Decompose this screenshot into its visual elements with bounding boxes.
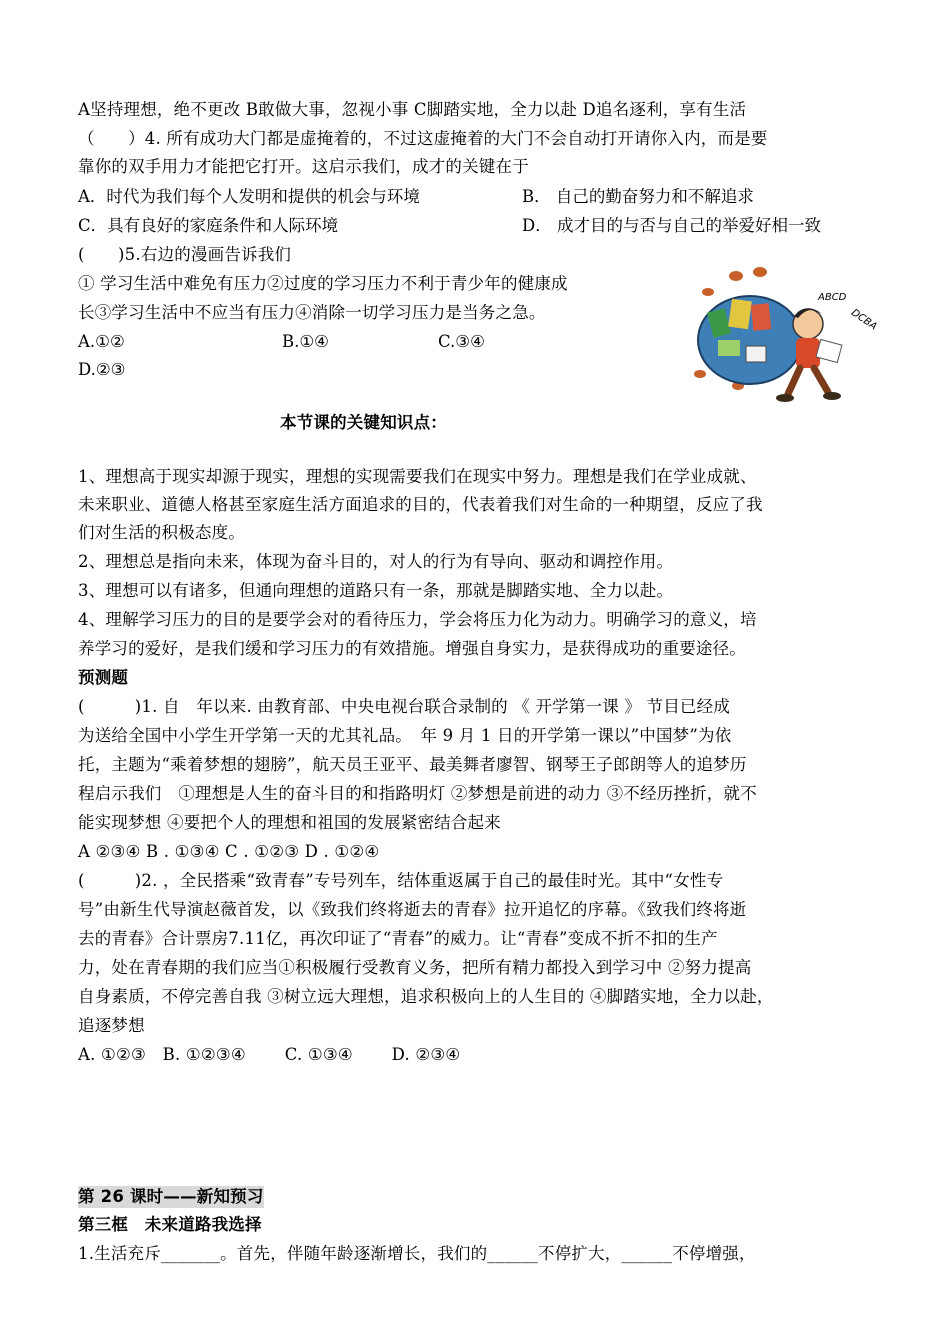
cartoon-text-abcd: ABCD (818, 292, 847, 303)
pretest-q1-line1: ( )1. 自 年以来. 由教育部、中央电视台联合录制的 《 开学第一课 》 节目已经成 (78, 697, 731, 716)
q5-option-d: D.②③ (78, 360, 126, 379)
pretest-q2-line4: 力，处在青春期的我们应当①积极履行受教育义务，把所有精力都投入到学习中 ②努力提高 (78, 958, 752, 977)
pretest-q2-line2: 号”由新生代导演赵薇首发，以《致我们终将逝去的青春》拉开追忆的序幕。《致我们终将逝 (78, 900, 747, 919)
key-point-4-line1: 4、理解学习压力的目的是要学会对的看待压力，学会将压力化为动力。明确学习的意义，培 (78, 610, 757, 629)
q5-option-c: C.③④ (438, 332, 485, 351)
lesson-26-subheading: 第三框 未来道路我选择 (78, 1215, 262, 1234)
q5-body-line2: 长③学习生活中不应当有压力④消除一切学习压力是当务之急。 (78, 303, 546, 322)
cartoon-text-dcba: DCBA (849, 307, 879, 333)
pretest-q2-line6: 追逐梦想 (78, 1016, 145, 1035)
key-point-1-line3: 们对生活的积极态度。 (78, 523, 245, 542)
pretest-q2-line3: 去的青春》合计票房7.11亿，再次印证了“青春”的威力。让“青春”变成不折不扣的生产 (78, 929, 718, 948)
q4-option-d: D． 成才目的与否与自己的举爱好相一致 (522, 216, 821, 235)
pretest-q2-options: A. ①②③ B. ①②③④ C. ①③④ D. ②③④ (78, 1045, 461, 1064)
pretest-title: 预测题 (78, 668, 129, 687)
pretest-q2-line5: 自身素质，不停完善自我 ③树立远大理想，追求积极向上的人生目的 ④脚踏实地，全力以赴， (78, 987, 774, 1006)
q5-stem: ( )5.右边的漫画告诉我们 (78, 245, 292, 264)
q5-body-line1: ① 学习生活中难免有压力②过度的学习压力不利于青少年的健康成 (78, 274, 568, 293)
key-point-3: 3、理想可以有诸多，但通向理想的道路只有一条，那就是脚踏实地、全力以赴。 (78, 581, 674, 600)
key-point-1-line1: 1、理想高于现实却源于现实，理想的实现需要我们在现实中努力。理想是我们在学业成就、 (78, 467, 757, 486)
pretest-q1-options: A ②③④ B . ①③④ C . ①②③ D . ①②④ (78, 842, 380, 861)
lesson-26-heading: 第 26 课时——新知预习 (78, 1187, 264, 1206)
q4-option-c: C．具有良好的家庭条件和人际环境 (78, 216, 339, 235)
pretest-q1-line5: 能实现梦想 ④要把个人的理想和祖国的发展紧密结合起来 (78, 813, 501, 832)
key-point-2: 2、理想总是指向未来，体现为奋斗目的，对人的行为有导向、驱动和调控作用。 (78, 552, 674, 571)
q4-stem-line2: 靠你的双手用力才能把它打开。这启示我们，成才的关键在于 (78, 157, 529, 176)
key-points-title: 本节课的关键知识点： (280, 413, 447, 432)
q4-option-a: A．时代为我们每个人发明和提供的机会与环境 (78, 187, 420, 206)
stress-cartoon-illustration (688, 262, 892, 412)
pretest-q1-line4: 程启示我们 ①理想是人生的奋斗目的和指路明灯 ②梦想是前进的动力 ③不经历挫折，就不 (78, 784, 757, 803)
q3-options: A坚持理想，绝不更改 B敢做大事，忽视小事 C脚踏实地，全力以赴 D追名逐利，享有生活 (78, 100, 747, 119)
q4-option-b: B． 自己的勤奋努力和不解追求 (522, 187, 754, 206)
q4-stem-line1: （ ）4. 所有成功大门都是虚掩着的，不过这虚掩着的大门不会自动打开请你入内，而是要 (78, 129, 768, 148)
key-point-4-line2: 养学习的爱好，是我们缓和学习压力的有效措施。增强自身实力，是获得成功的重要途径。 (78, 639, 746, 658)
pretest-q1-line2: 为送给全国中小学生开学第一天的尤其礼品。 年 9 月 1 日的开学第一课以”中国梦”为依 (78, 726, 732, 745)
q5-option-a: A.①② (78, 332, 125, 351)
q5-option-b: B.①④ (282, 332, 329, 351)
pretest-q1-line3: 托，主题为“乘着梦想的翅膀”，航天员王亚平、最美舞者廖智、钢琴王子郎朗等人的追梦历 (78, 755, 747, 774)
lesson-26-line1: 1.生活充斥_______。首先，伴随年龄逐渐增长，我们的______不停扩大，______不停增强， (78, 1244, 756, 1263)
pretest-q2-line1: ( )2. ，全民搭乘“致青春”专号列车，结体重返属于自己的最佳时光。其中“女性专 (78, 871, 724, 890)
key-point-1-line2: 未来职业、道德人格甚至家庭生活方面追求的目的，代表着我们对生命的一种期望，反应了我 (78, 495, 763, 514)
heavy-backpack-icon (698, 296, 802, 384)
